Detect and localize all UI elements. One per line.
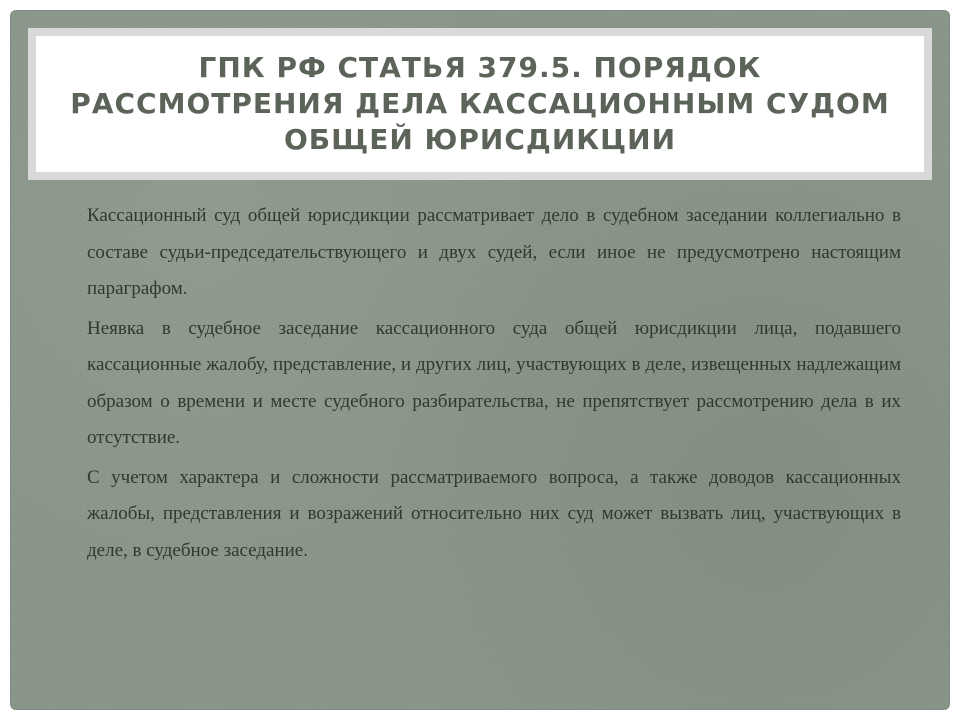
title-box [36,36,924,172]
paragraph-3: С учетом характера и сложности рассматриваемого вопроса, а также доводов кассационных жалобы, представления и возражений относительно них суд может вызвать лиц, участвующих в деле, в судебное заседание. [87,466,901,561]
paragraph-2: Неявка в судебное заседание кассационного суда общей юрисдикции лица, подавшего кассационные жалобу, представление, и других лиц, участвующих в деле, извещенных надлежащим образом о времени и месте судебного разбирательства, не препятствует рассмотрению дела в их отсутствие. [87,317,901,448]
slide-title: ГПК РФ СТАТЬЯ 379.5. ПОРЯДОК РАССМОТРЕНИЯ ДЕЛА КАССАЦИОННЫМ СУДОМ ОБЩЕЙ ЮРИСДИКЦИИ [70,51,890,156]
slide [10,10,950,710]
title-frame [28,28,932,180]
slide-body [87,198,901,572]
paragraph-1: Кассационный суд общей юрисдикции рассматривает дело в судебном заседании коллегиально в составе судьи-председательствующего и двух судей, если иное не предусмотрено настоящим параграфом. [87,205,901,299]
